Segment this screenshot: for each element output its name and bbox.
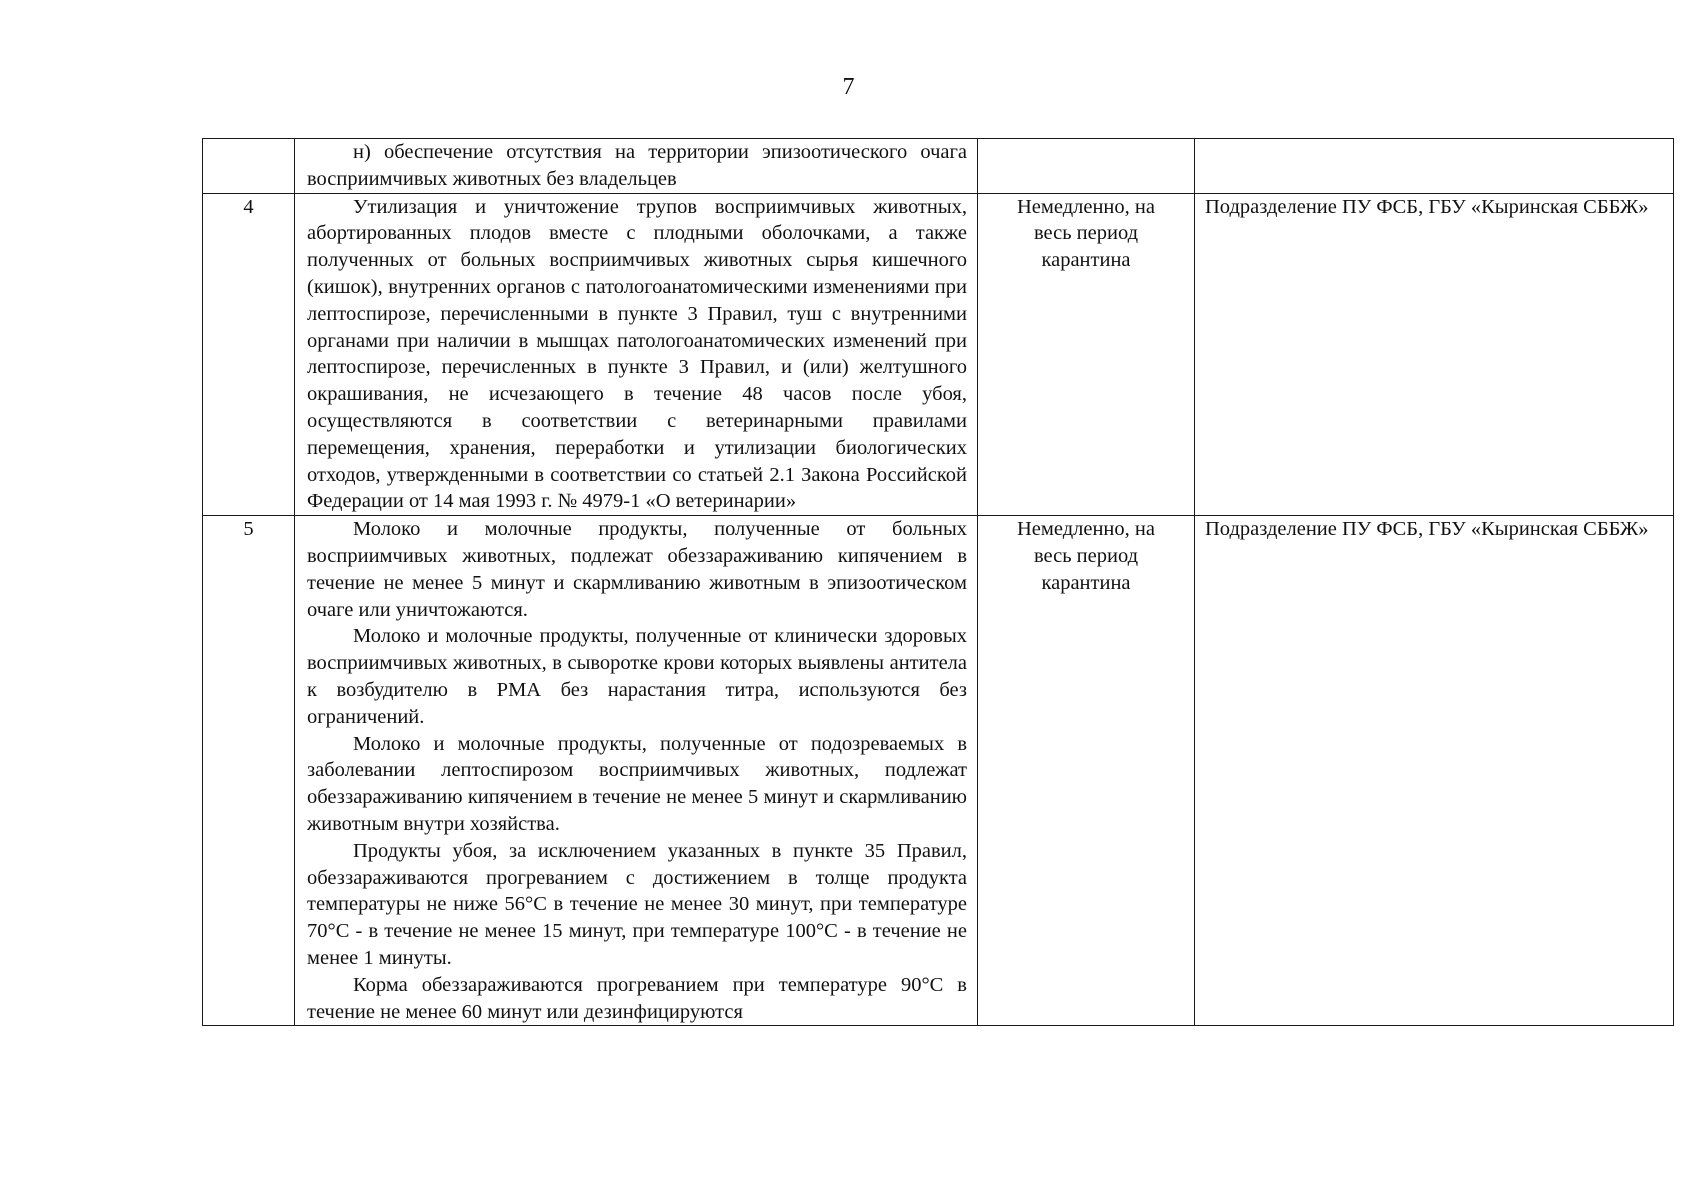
measure-paragraph: Молоко и молочные продукты, полученные от больных восприимчивых животных, подлежат обеззараживанию кипячением в течение не менее 5 минут и скармливанию животным в эпизоотическом очаге или уничтожаются. [307, 518, 967, 621]
table-row [203, 516, 1674, 1026]
term-line: карантина [1041, 571, 1131, 594]
measure-paragraph: Корма обеззараживаются прогреванием при температуре 90°С в течение не менее 60 минут или дезинфицируются [307, 973, 967, 1023]
measures-table [202, 138, 1674, 1026]
term-cell [978, 193, 1195, 516]
term-line: весь период [1033, 222, 1139, 245]
term-line: весь период [1033, 544, 1139, 567]
measure-text [295, 516, 978, 1026]
measure-text [295, 193, 978, 516]
term-cell [978, 139, 1195, 194]
term-cell [978, 516, 1195, 1026]
term-line: Немедленно, на [1017, 195, 1155, 218]
term-line: Немедленно, на [1017, 518, 1155, 541]
term-line: карантина [1041, 249, 1131, 272]
row-number [203, 139, 295, 194]
page-number: 7 [842, 74, 855, 100]
responsible-cell: Подразделение ПУ ФСБ, ГБУ «Кыринская СББЖ» [1195, 193, 1674, 516]
measure-text [295, 139, 978, 194]
measure-paragraph: Молоко и молочные продукты, полученные от подозреваемых в заболевании лептоспирозом восприимчивых животных, подлежат обеззараживанию кипячением в течение не менее 5 минут и скармливанию животным внутри хозяйства. [307, 732, 967, 835]
table-row [203, 193, 1674, 516]
row-number: 5 [203, 516, 295, 1026]
measure-paragraph: н) обеспечение отсутствия на территории эпизоотического очага восприимчивых животных без владельцев [307, 141, 967, 190]
measure-paragraph: Продукты убоя, за исключением указанных в пункте 35 Правил, обеззараживаются прогреванием с достижением в толще продукта температуры не ниже 56°С в течение не менее 30 минут, при температуре 70°С - в течение не менее 15 минут, при температуре 100°С - в течение не менее 1 минуты. [307, 839, 967, 969]
row-number: 4 [203, 193, 295, 516]
responsible-cell [1195, 139, 1674, 194]
measure-paragraph: Утилизация и уничтожение трупов восприимчивых животных, абортированных плодов вместе с плодными оболочками, а также полученных от больных восприимчивых животных сырья кишечного (кишок), внутренних органов с патологоанатомическими изменениями при лептоспирозе, перечисленными в пункте 3 Правил, туш с внутренними органами при наличии в мышцах патологоанатомических изменений при лептоспирозе, перечисленных в пункте 3 Правил, и (или) желтушного окрашивания, не исчезающего в течение 48 часов после убоя, осуществляются в соответствии с ветеринарными правилами перемещения, хранения, переработки и утилизации биологических отходов, утвержденными в соответствии со статьей 2.1 Закона Российской Федерации от 14 мая 1993 г. № 4979-1 «О ветеринарии» [307, 195, 967, 513]
responsible-cell: Подразделение ПУ ФСБ, ГБУ «Кыринская СББЖ» [1195, 516, 1674, 1026]
table-row [203, 139, 1674, 194]
measure-paragraph: Молоко и молочные продукты, полученные от клинически здоровых восприимчивых животных, в сыворотке крови которых выявлены антитела к возбудителю в РМА без нарастания титра, используются без ограничений. [307, 625, 967, 728]
